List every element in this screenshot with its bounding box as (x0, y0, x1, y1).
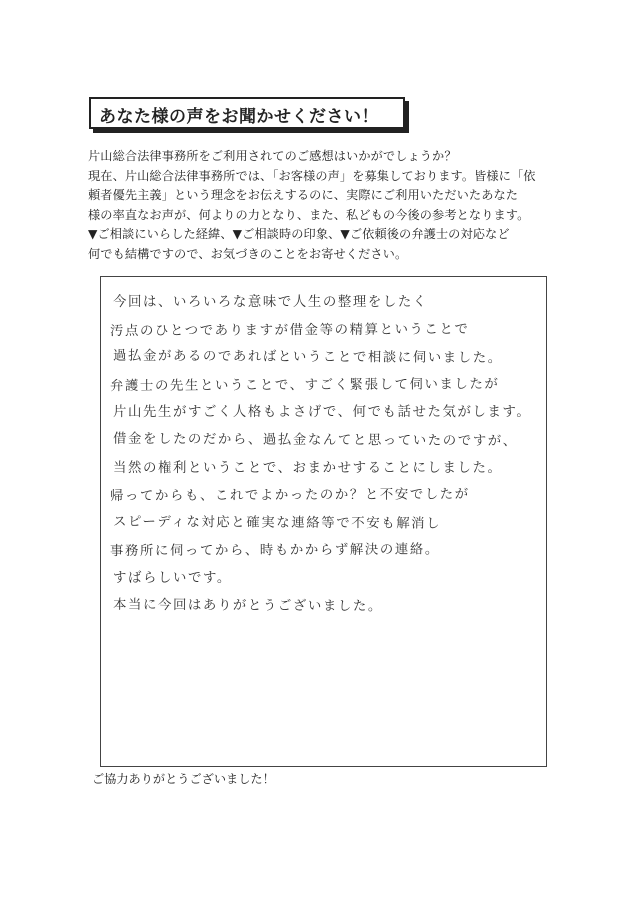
intro-paragraph (88, 147, 558, 265)
handwritten-line: 借金をしたのだから、過払金なんてと思っていたのですが、 (112, 431, 518, 450)
handwritten-line: 当然の権利ということで、おまかせすることにしました。 (113, 460, 503, 476)
handwritten-line: 片山先生がすごく人格もよさげで、何でも話せた気がします。 (113, 405, 532, 421)
handwritten-comment-box (100, 276, 547, 767)
handwritten-line: すばらしいです。 (113, 570, 232, 586)
handwritten-line: 本当に今回はありがとうございました。 (112, 597, 383, 614)
handwritten-line: 汚点のひとつでありますが借金等の精算ということで (109, 321, 470, 339)
handwritten-line: 事務所に伺ってから、時もかからず解決の連絡。 (109, 542, 440, 560)
handwritten-line: 過払金があるのであればということで相談に伺いました。 (112, 348, 503, 367)
handwritten-line: 帰ってからも、これでよかったのか？と不安でしたが (109, 487, 470, 505)
handwritten-line: 弁護士の先生ということで、すごく緊張して伺いましたが (109, 376, 500, 394)
handwritten-line: 今回は、いろいろな意味で人生の整理をしたく (113, 295, 428, 310)
page-title: あなた様の声をお聞かせください！ (99, 107, 379, 127)
handwritten-line: スピーディな対応と確実な連絡等で不安も解消し (112, 514, 442, 532)
intro-line: 様の率直なお声が、何よりの力となり、また、私どもの今後の参考となります。 (88, 207, 530, 222)
intro-line: ▼ご相談にいらした経緯、▼ご相談時の印象、▼ご依頼後の弁護士の対応など (88, 227, 510, 242)
intro-line: 片山総合法律事務所をご利用されてのご感想はいかがでしょうか？ (88, 149, 457, 163)
intro-line: 何でも結構ですので、お気づきのことをお寄せください。 (88, 246, 408, 261)
closing-thanks: ご協力ありがとうございました！ (92, 772, 275, 786)
intro-line: 現在、片山総合法律事務所では、「お客様の声」を募集しております。皆様に「依 (88, 168, 536, 183)
intro-line: 頼者優先主義」という理念をお伝えするのに、実際にご利用いただいたあなた (88, 188, 519, 203)
title-banner (89, 97, 405, 129)
handwritten-comment (109, 289, 538, 620)
